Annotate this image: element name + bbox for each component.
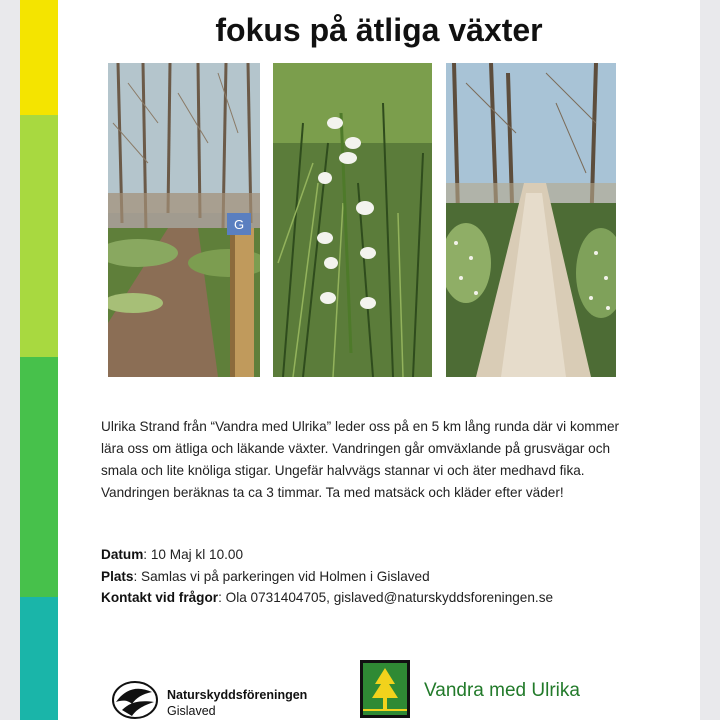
contact-value: : Ola 0731404705, gislaved@naturskyddsforeningen.se [218, 590, 554, 605]
tree-icon [360, 660, 410, 718]
naturskydd-name: Naturskyddsföreningen [167, 688, 308, 702]
stripe-green [20, 357, 58, 597]
color-stripe-sidebar [20, 0, 58, 720]
photo-white-orchids [273, 63, 432, 377]
place-value: : Samlas vi på parkeringen vid Holmen i Gislaved [133, 568, 430, 584]
naturskydd-sub: Gislaved [167, 704, 216, 718]
vandra-name: Vandra med Ulrika [424, 680, 580, 701]
trail-sign-letter: G [233, 217, 245, 232]
stripe-yellow [20, 0, 58, 115]
poster-title: fokus på ätliga växter [215, 12, 543, 48]
stripe-lime [20, 115, 58, 357]
detail-place [101, 566, 661, 588]
poster-sheet [20, 0, 700, 720]
naturskyddsforeningen-logo [112, 676, 332, 720]
stripe-teal [20, 597, 58, 720]
photo-sandy-path-anemones [446, 63, 616, 377]
event-description: Ulrika Strand från “Vandra med Ulrika” leder oss på en 5 km lång runda där vi kommer lära oss om ätliga och läkande växter. Vandringen går omväxlande på grusvägar och smala och lite knöliga stigar. Ungefär halvvägs stannar vi och äter medhavd fika. Vandringen beräknas ta ca 3 timmar. Ta med matsäck och kläder efter väder! [101, 419, 620, 500]
vandra-med-ulrika-logo [360, 660, 620, 720]
detail-contact [101, 587, 661, 609]
photo-forest-trail-signpost [108, 63, 260, 377]
event-details [101, 544, 661, 609]
date-value: : 10 Maj kl 10.00 [143, 547, 244, 562]
date-label: Datum [101, 547, 144, 562]
bird-icon [112, 680, 158, 720]
contact-label: Kontakt vid frågor [101, 590, 219, 605]
place-label: Plats [101, 568, 134, 584]
detail-date [101, 544, 661, 566]
